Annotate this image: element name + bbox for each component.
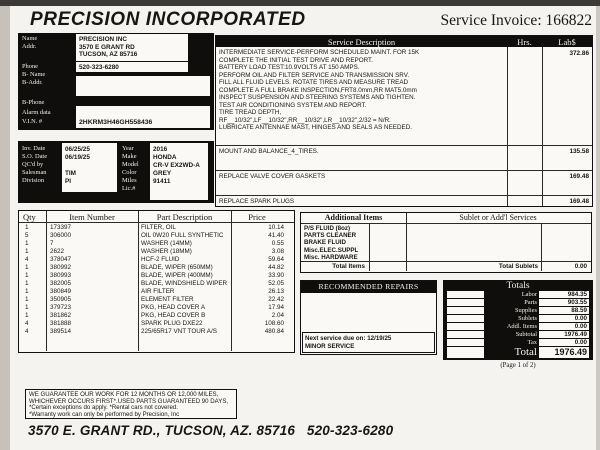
part-price: 44.82 xyxy=(268,264,284,271)
part-item: 378047 xyxy=(50,256,72,263)
totals-row-divider xyxy=(301,261,591,262)
part-desc: BLADE, WIPER (400MM) xyxy=(141,272,213,279)
part-desc: 225/65R17 VNT TOUR A/S xyxy=(141,328,217,335)
additional-item: P/S FLUID (8oz) xyxy=(304,225,351,232)
totals-blank-field xyxy=(447,331,484,338)
part-qty: 1 xyxy=(25,224,29,231)
part-item: 380849 xyxy=(50,288,72,295)
part-item: 382005 xyxy=(50,280,72,287)
addl-items-label: Addl. Items xyxy=(506,323,537,330)
total-sublets-label: Total Sublets xyxy=(498,263,538,270)
part-qty: 4 xyxy=(25,320,29,327)
totals-blank-field xyxy=(447,323,484,330)
total-value-field xyxy=(539,347,589,358)
part-price: 26.13 xyxy=(268,288,284,295)
part-qty: 4 xyxy=(25,328,29,335)
recommended-repairs-title: RECOMMENDED REPAIRS xyxy=(318,282,419,291)
supplies-label: Supplies xyxy=(514,307,537,314)
miles-label: Miles xyxy=(122,177,137,184)
make-value: HONDA xyxy=(153,154,177,161)
part-qty: 1 xyxy=(25,280,29,287)
parts-column-divider xyxy=(46,211,47,351)
supplies-value: 88.59 xyxy=(571,307,587,314)
next-service-date: Next service due on: 12/19/25 xyxy=(305,334,392,342)
part-item: 306000 xyxy=(50,232,72,239)
guarantee-line: *Certain exceptions do apply. *Rental cars not covered. xyxy=(29,404,178,412)
company-title: PRECISION INCORPORATED xyxy=(30,9,306,30)
part-desc: BLADE, WINDSHIELD WIPER xyxy=(141,280,228,287)
part-price: 2.04 xyxy=(271,312,284,319)
part-qty: 1 xyxy=(25,240,29,247)
model-value: CR-V EX2WD-A xyxy=(153,162,200,169)
next-service-type: MINOR SERVICE xyxy=(305,342,355,350)
part-qty: 1 xyxy=(25,304,29,311)
additional-item: PARTS CLEANER xyxy=(304,232,357,240)
part-item: 380993 xyxy=(50,272,72,279)
model-label: Model xyxy=(122,161,139,168)
inv-date-label: Inv. Date xyxy=(22,145,46,152)
sublets-value-field xyxy=(539,315,589,322)
service-line: TIRE TREAD DEPTH, xyxy=(219,109,282,117)
parts-price-header: Price xyxy=(248,212,266,222)
scan-edge-right xyxy=(596,6,600,450)
service-line: INTERMEDIATE SERVICE-PERFORM SCHEDULED MAINT. FOR 15K xyxy=(219,49,420,56)
vin-label: V.I.N. # xyxy=(22,118,43,125)
part-item: 381888 xyxy=(50,320,72,327)
part-qty: 4 xyxy=(25,256,29,263)
totals-blank-field xyxy=(447,347,484,358)
part-desc: OIL 0W20 FULL SYNTHETIC xyxy=(141,232,224,239)
customer-name-address-field xyxy=(76,34,188,61)
part-price: 41.40 xyxy=(268,232,284,239)
subtotal-label: Subtotal xyxy=(515,331,537,338)
service-labor-amount: 169.48 xyxy=(569,198,589,205)
guarantee-line: WE GUARANTEE OUR WORK FOR 12 MONTHS OR 12,000 MILES, xyxy=(29,391,219,398)
service-description-box xyxy=(215,35,593,207)
service-line: RF__10/32",LF__10/32",RR__10/32",LR__10/32",2/32 = N/R. xyxy=(219,116,391,124)
part-qty: 1 xyxy=(25,272,29,279)
part-price: 108.60 xyxy=(264,320,284,327)
part-qty: 1 xyxy=(25,312,29,319)
order-vehicle-box xyxy=(18,141,214,203)
part-desc: AIR FILTER xyxy=(141,288,175,295)
tax-value: 0.00 xyxy=(574,339,587,346)
salesman-label: Salesman xyxy=(22,169,47,176)
part-price: 52.05 xyxy=(268,280,284,287)
part-price: 59.64 xyxy=(268,256,284,263)
service-line: TEST AIR CONDITIONING SYSTEM AND REPORT. xyxy=(219,101,367,109)
part-item: 380992 xyxy=(50,264,72,271)
inv-date-value: 06/25/25 xyxy=(65,146,90,153)
make-label: Make xyxy=(122,153,137,160)
part-desc: PKG, HEAD COVER B xyxy=(141,312,206,319)
additional-sublet-divider xyxy=(406,213,407,271)
customer-phone-field xyxy=(76,62,188,72)
parts-qty-header: Qty xyxy=(23,212,36,222)
next-service-box xyxy=(302,332,435,353)
hours-column-header: Hrs. xyxy=(517,36,532,47)
part-item: 389514 xyxy=(50,328,72,335)
parts-column-divider xyxy=(138,211,139,351)
addl-items-value-field xyxy=(539,323,589,330)
guarantee-box xyxy=(25,389,237,419)
totals-blank-field xyxy=(447,291,484,298)
recommended-repairs-header-bar xyxy=(301,281,436,293)
service-line: COMPLETE A FULL BRAKE INSPECTION,FRT8.0mm,RR MAT5.0mm xyxy=(219,86,417,94)
totals-blank-field xyxy=(447,307,484,314)
customer-baddr-field xyxy=(76,76,210,96)
labor-label: Labor xyxy=(521,291,537,298)
service-section-1 xyxy=(219,49,419,132)
vin-value: 2HKRM3H46GH558436 xyxy=(79,118,153,126)
service-header-bar xyxy=(216,36,592,47)
part-price: 10.14 xyxy=(268,224,284,231)
part-desc: HCF-2 FLUID xyxy=(141,256,180,263)
parts-value: 903.55 xyxy=(567,299,587,306)
customer-bphone-label: B-Phone xyxy=(22,99,45,106)
part-desc: BLADE, WIPER (650MM) xyxy=(141,264,213,271)
customer-bname-label: B- Name xyxy=(22,71,46,78)
service-line: BATTERY LOAD TEST:10.9VOLTS AT 150 AMPS. xyxy=(219,64,360,72)
customer-name: PRECISION INC xyxy=(79,36,127,43)
sublets-value: 0.00 xyxy=(574,315,587,322)
guarantee-line: *Warranty work can only be performed by Precision, Inc xyxy=(29,410,180,418)
total-value: 1976.49 xyxy=(554,347,587,357)
part-desc: WASHER (18MM) xyxy=(141,248,192,255)
color-value: GREY xyxy=(153,170,172,177)
tax-label: Tax xyxy=(527,339,537,346)
part-qty: 1 xyxy=(25,296,29,303)
total-label: Total xyxy=(514,346,537,358)
part-desc: WASHER (14MM) xyxy=(141,240,192,247)
parts-item-header: Item Number xyxy=(69,212,115,222)
customer-addr1: 3570 E GRANT RD xyxy=(79,43,135,51)
totals-blank-field xyxy=(447,315,484,322)
part-qty: 1 xyxy=(25,264,29,271)
totals-title: Totals xyxy=(506,281,530,291)
service-labor-amount: 169.48 xyxy=(569,173,589,180)
order-values-field xyxy=(62,143,117,192)
part-price: 22.42 xyxy=(268,296,284,303)
total-items-label: Total Items xyxy=(332,263,365,270)
service-labor-amount: 135.58 xyxy=(569,148,589,155)
labor-value-field xyxy=(539,291,589,298)
totals-blank-field xyxy=(447,339,484,346)
customer-baddr-label: B-Addr. xyxy=(22,79,43,86)
service-line: COMPLETE THE INITIAL TEST DRIVE AND REPORT. xyxy=(219,56,373,64)
part-desc: FILTER, OIL xyxy=(141,224,176,231)
customer-phone: 520-323-6280 xyxy=(79,64,119,71)
recommended-repairs-box xyxy=(300,280,437,355)
parts-desc-header: Part Description xyxy=(156,212,213,222)
additional-item: Misc.ELEC.SUPPL xyxy=(304,246,359,254)
service-labor-amount: 372.86 xyxy=(569,49,589,57)
sublets-label: Sublets xyxy=(518,315,537,322)
sublets-header: Sublet or Add'l Services xyxy=(459,213,537,222)
additional-header-divider xyxy=(301,223,591,224)
tax-value-field xyxy=(539,339,589,346)
service-line: PERFORM OIL AND FILTER SERVICE AND TRANSMISSION SRV. xyxy=(219,71,410,79)
part-qty: 1 xyxy=(25,288,29,295)
service-desc-column-header: Service Description xyxy=(327,36,396,47)
part-qty: 5 xyxy=(25,232,29,239)
subtotal-value-field xyxy=(539,331,589,338)
additional-item: Misc. HARDWARE xyxy=(304,253,358,261)
service-line: REPLACE SPARK PLUGS xyxy=(219,198,295,205)
service-section-divider xyxy=(216,170,592,171)
service-line: INSPECT SUSPENSION AND STEERING SYSTEMS AND TIGHTEN. xyxy=(219,94,416,102)
totals-box xyxy=(443,280,593,360)
scan-edge-top xyxy=(0,0,600,6)
hours-column-divider xyxy=(507,47,508,206)
labor-value: 984.35 xyxy=(567,291,587,298)
vin-field xyxy=(76,106,210,128)
parts-value-field xyxy=(539,299,589,306)
labor-column-divider xyxy=(542,47,543,206)
footer-address: 3570 E. GRANT RD., TUCSON, AZ. 85716 520-323-6280 xyxy=(28,423,394,438)
supplies-value-field xyxy=(539,307,589,314)
part-desc: ELEMENT FILTER xyxy=(141,296,194,303)
scan-edge-left xyxy=(0,6,10,450)
additional-column-divider xyxy=(369,223,370,271)
part-item: 350905 xyxy=(50,296,72,303)
part-price: 480.84 xyxy=(264,328,284,335)
part-price: 33.90 xyxy=(268,272,284,279)
customer-phone-label: Phone xyxy=(22,63,38,70)
customer-addr-label: Addr. xyxy=(22,43,37,50)
part-price: 17.94 xyxy=(268,304,284,311)
division-value: PI xyxy=(65,178,72,185)
lic-label: Lic.# xyxy=(122,185,136,192)
additional-item: BRAKE FLUID xyxy=(304,239,346,247)
service-line: MOUNT AND BALANCE_4_TIRES. xyxy=(219,148,319,155)
page-note: (Page 1 of 2) xyxy=(500,362,536,369)
addl-items-value: 0.00 xyxy=(574,323,587,330)
service-line: REPLACE VALVE COVER GASKETS xyxy=(219,173,326,180)
customer-name-label: Name xyxy=(22,35,38,42)
sublet-amount-divider xyxy=(541,223,542,271)
totals-blank-field xyxy=(447,299,484,306)
so-date-value: 06/19/25 xyxy=(65,154,90,161)
color-label: Color xyxy=(122,169,137,176)
invoice-number: Service Invoice: 166822 xyxy=(440,12,592,29)
part-item: 7 xyxy=(50,240,54,247)
division-label: Division xyxy=(22,177,45,184)
so-date-label: S.O. Date xyxy=(22,153,48,160)
parts-header-divider xyxy=(19,222,294,223)
parts-table xyxy=(18,210,295,353)
service-line: FILL ALL FLUID LEVELS. ROTATE TIRES AND MEASURE TREAD xyxy=(219,79,409,87)
customer-addr2: TUCSON, AZ 85716 xyxy=(79,51,138,58)
miles-value: 91411 xyxy=(153,178,171,185)
part-price: 3.08 xyxy=(271,248,284,255)
additional-items-header: Additional Items xyxy=(324,213,383,222)
part-qty: 1 xyxy=(25,248,29,255)
customer-info-box xyxy=(18,33,214,130)
year-label: Year xyxy=(122,145,134,152)
qcd-by-label: QC'd by xyxy=(22,161,44,168)
alarm-data-label: Alarm data xyxy=(22,109,51,116)
parts-label: Parts xyxy=(524,299,537,306)
additional-items-list xyxy=(304,225,358,261)
labor-column-header: Lab$ xyxy=(558,36,576,47)
part-item: 379723 xyxy=(50,304,72,311)
vehicle-values-field xyxy=(150,143,208,200)
guarantee-line: WHICHEVER OCCURS FIRST*.USED PARTS GUARANTEED 90 DAYS, xyxy=(29,397,229,405)
year-value: 2016 xyxy=(153,146,168,153)
total-sublets-value: 0.00 xyxy=(574,263,587,270)
service-line: LUBRICATE ANTENNAE MAST, HINGES AND SEALS AS NEEDED. xyxy=(219,124,413,132)
part-desc: PKG, HEAD COVER A xyxy=(141,304,206,311)
subtotal-value: 1976.49 xyxy=(564,331,587,338)
salesman-value: TIM xyxy=(65,170,77,177)
part-desc: SPARK PLUG DXE22 xyxy=(141,320,203,327)
service-section-divider xyxy=(216,195,592,196)
part-price: 0.55 xyxy=(271,240,284,247)
part-item: 173397 xyxy=(50,224,72,231)
service-section-divider xyxy=(216,145,592,146)
additional-items-box xyxy=(300,212,592,273)
part-item: 2622 xyxy=(50,248,65,255)
part-item: 381862 xyxy=(50,312,72,319)
